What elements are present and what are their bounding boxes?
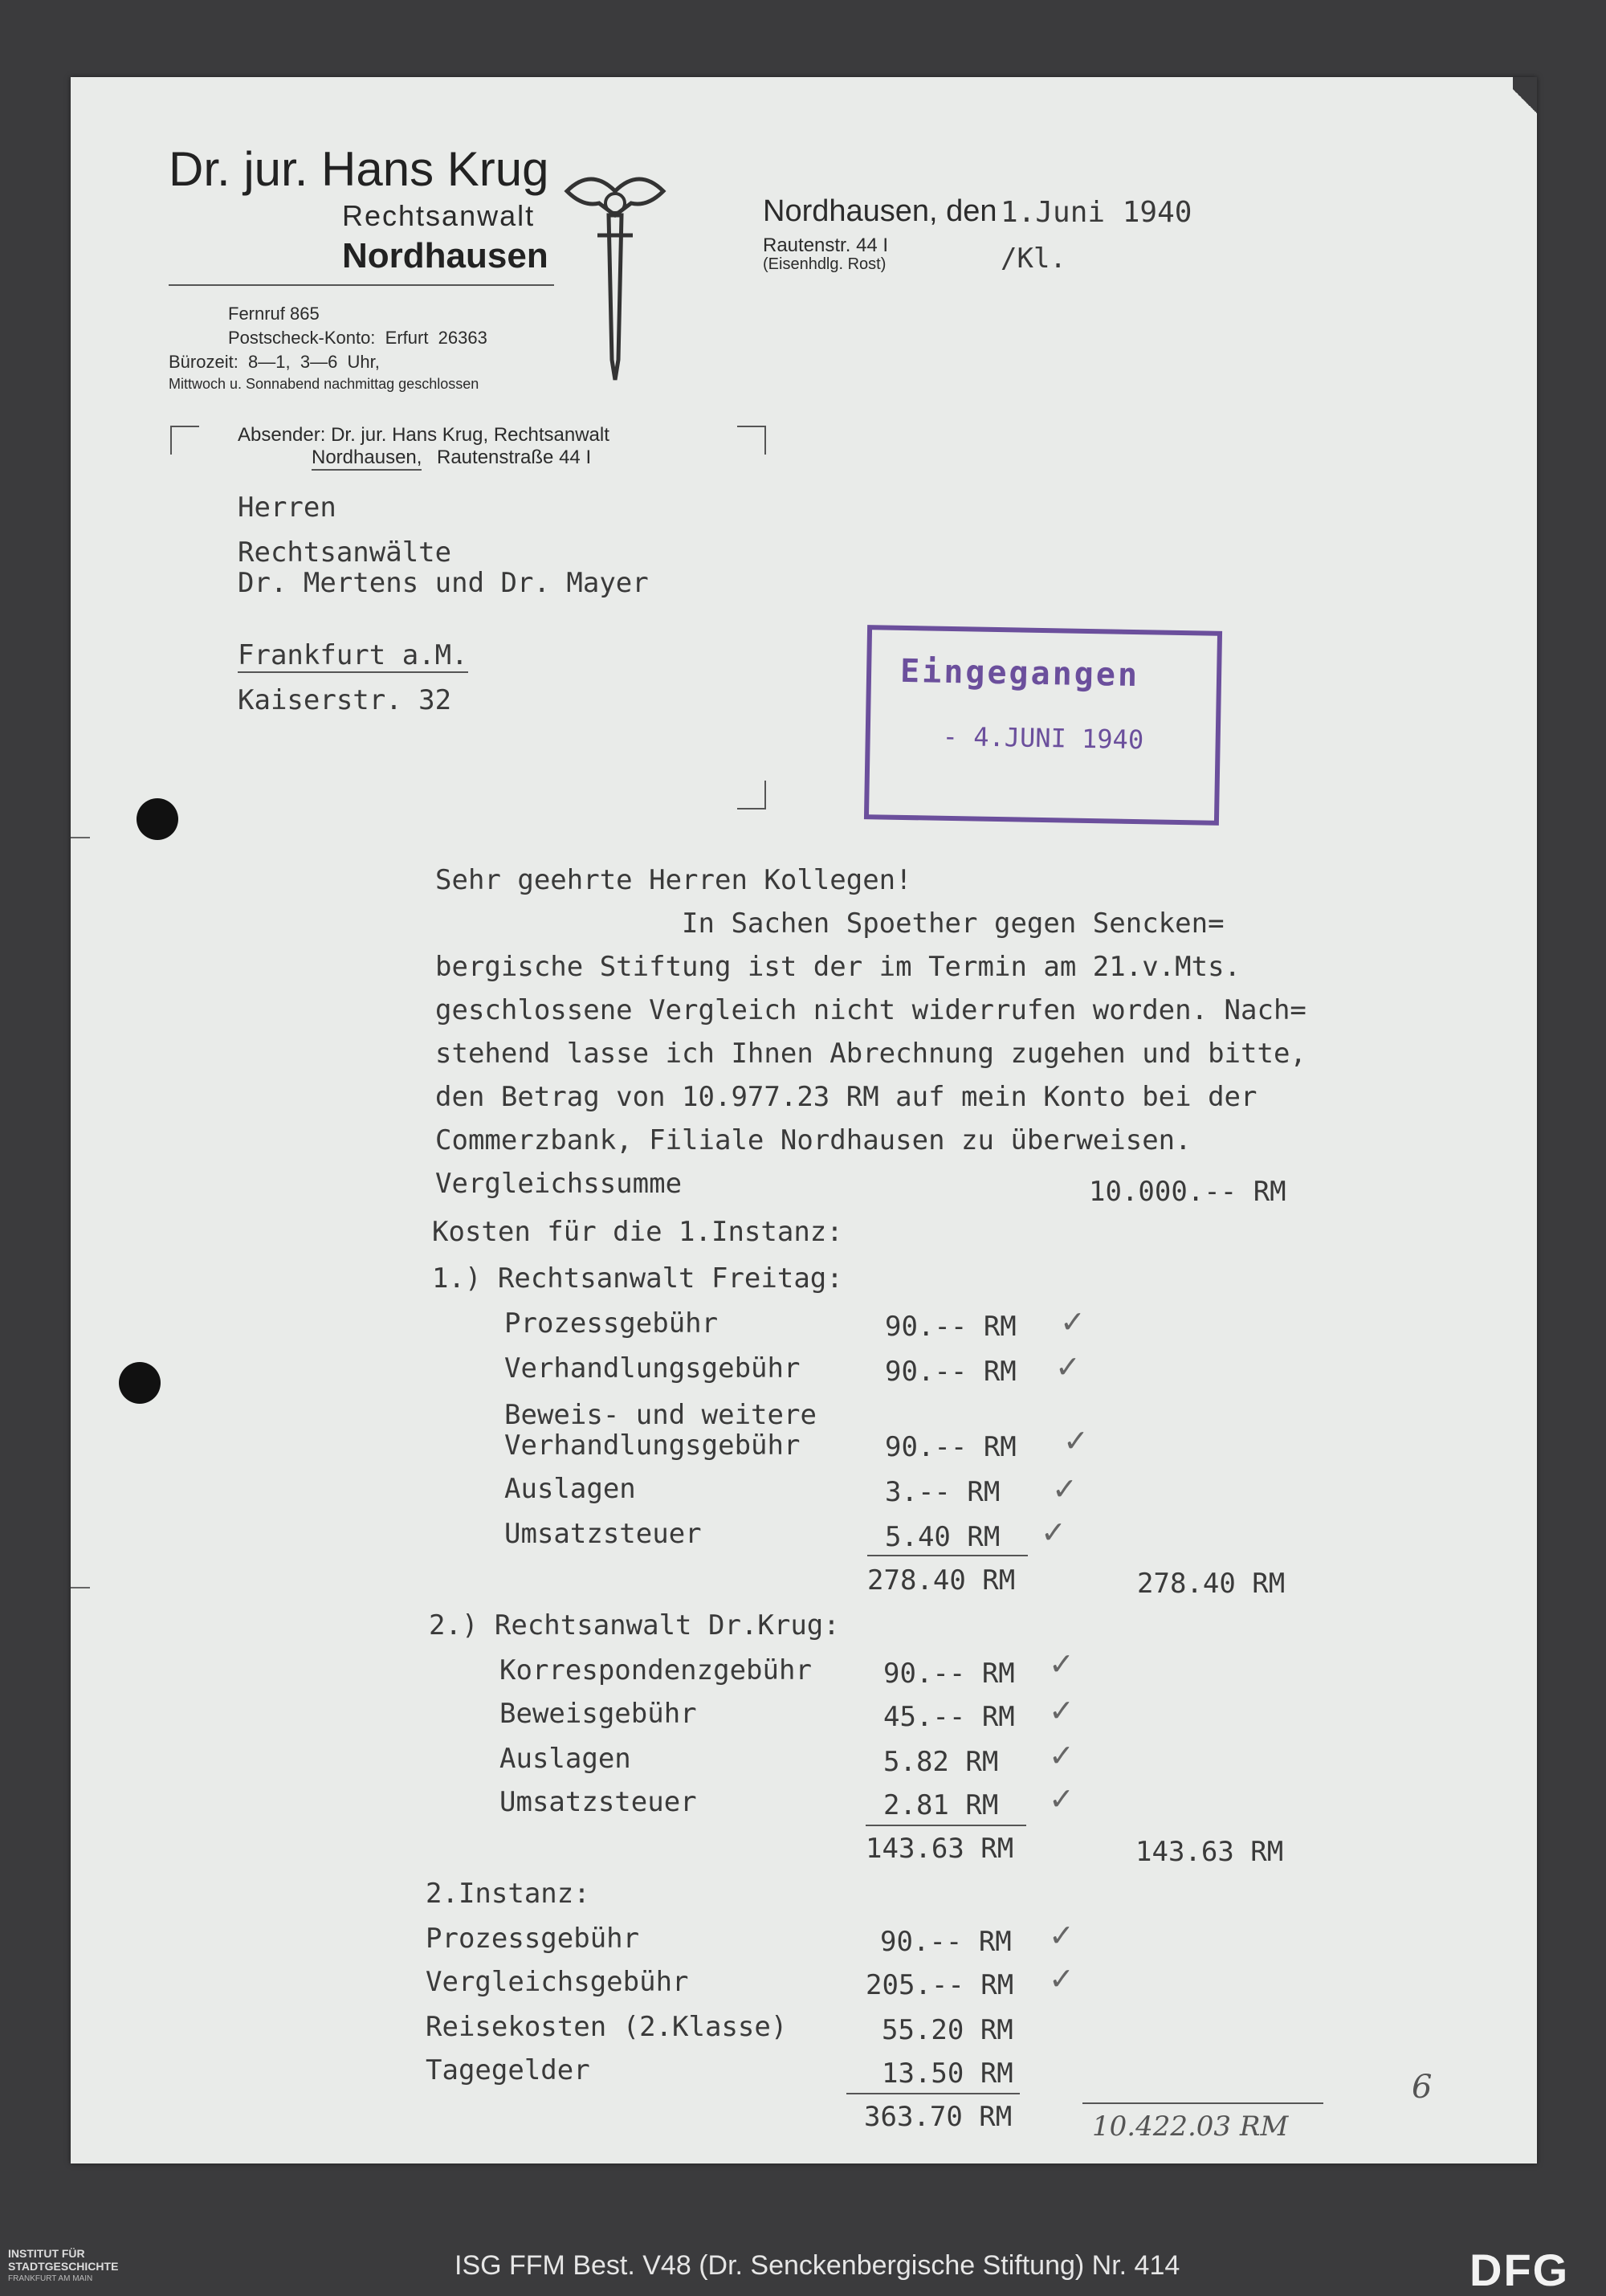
- sec1-item-amount: 90.-- RM: [885, 1356, 1017, 1388]
- recipient-line-1: Herren: [238, 491, 336, 524]
- reference-code: /Kl.: [1001, 243, 1066, 275]
- sec2-item-label: Auslagen: [499, 1743, 631, 1775]
- sec1-item-label: Prozessgebühr: [504, 1307, 719, 1340]
- sec2-item-amount: 45.-- RM: [883, 1701, 1015, 1733]
- letterhead-rule: [169, 284, 554, 286]
- check-mark-icon: ✓: [1049, 1781, 1074, 1817]
- sec1-item-amount: 90.-- RM: [885, 1311, 1017, 1343]
- sender-street: Rautenstraße 44 I: [437, 447, 592, 468]
- salutation: Sehr geehrte Herren Kollegen!: [435, 864, 912, 896]
- check-mark-icon: ✓: [1063, 1423, 1089, 1458]
- check-mark-icon: ✓: [1049, 1961, 1074, 1996]
- body-line-5: den Betrag von 10.977.23 RM auf mein Konto bei der: [435, 1081, 1257, 1113]
- window-corner-br: [737, 781, 766, 810]
- sec1-sum-rule: [867, 1555, 1028, 1556]
- check-mark-icon: ✓: [1049, 1693, 1074, 1728]
- sec1-item-amount: 90.-- RM: [885, 1431, 1017, 1463]
- sec3-item-amount: 205.-- RM: [866, 1969, 1014, 2001]
- costs-header: Kosten für die 1.Instanz:: [432, 1216, 843, 1248]
- body-line-1: In Sachen Spoether gegen Sencken=: [435, 907, 1225, 940]
- sec1-item-label: Auslagen: [504, 1473, 636, 1505]
- letterhead-city: Nordhausen: [342, 236, 548, 275]
- punch-hole-upper: [137, 798, 178, 840]
- sec3-sum-rule: [846, 2093, 1020, 2094]
- letterhead-profession: Rechtsanwalt: [342, 199, 536, 232]
- section-1-title: 1.) Rechtsanwalt Freitag:: [432, 1262, 843, 1295]
- institute-line-3: FRANKFURT AM MAIN: [8, 2274, 93, 2283]
- eagle-emblem-icon: [559, 159, 671, 384]
- sec3-item-amount: 90.-- RM: [880, 1926, 1012, 1958]
- check-mark-icon: ✓: [1052, 1471, 1078, 1507]
- body-line-3: geschlossene Vergleich nicht widerrufen worden. Nach=: [435, 994, 1306, 1026]
- archive-footer: [0, 2241, 1606, 2295]
- section-3-title: 2.Instanz:: [426, 1878, 590, 1910]
- sec1-item-amount: 5.40 RM: [885, 1521, 1001, 1553]
- check-mark-icon: ✓: [1049, 1918, 1074, 1953]
- postscheck-account: Postscheck-Konto: Erfurt 26363: [228, 328, 487, 348]
- sec2-item-label: Umsatzsteuer: [499, 1786, 697, 1818]
- sec2-subtotal: 143.63 RM: [866, 1833, 1014, 1865]
- letterhead-name: Dr. jur. Hans Krug: [169, 142, 549, 196]
- window-corner-tl: [170, 426, 199, 455]
- settlement-label: Vergleichssumme: [435, 1168, 683, 1200]
- sec1-item-label: Umsatzsteuer: [504, 1518, 702, 1550]
- letter-date: 1.Juni 1940: [1001, 196, 1192, 229]
- window-corner-tr: [737, 426, 766, 455]
- dfg-logo: DFG: [1469, 2245, 1570, 2295]
- office-hours: Bürozeit: 8—1, 3—6 Uhr,: [169, 352, 380, 372]
- sec3-item-label: Reisekosten (2.Klasse): [426, 2011, 788, 2043]
- sec1-subtotal: 278.40 RM: [867, 1564, 1016, 1597]
- sec3-item-amount: 13.50 RM: [882, 2057, 1013, 2090]
- section-2-title: 2.) Rechtsanwalt Dr.Krug:: [429, 1609, 840, 1641]
- sender-label: Absender: Dr. jur. Hans Krug, Rechtsanwalt: [238, 424, 609, 446]
- letterhead-street: Rautenstr. 44 I: [763, 234, 889, 256]
- sec1-carry: 278.40 RM: [1137, 1568, 1286, 1600]
- check-mark-icon: ✓: [1049, 1646, 1074, 1682]
- letterhead-street-note: (Eisenhdlg. Rost): [763, 255, 887, 273]
- check-mark-icon: ✓: [1060, 1304, 1086, 1340]
- check-mark-icon: ✓: [1041, 1515, 1066, 1550]
- institute-line-1: INSTITUT FÜR: [8, 2247, 85, 2260]
- recipient-line-3: Dr. Mertens und Dr. Mayer: [238, 567, 649, 599]
- archive-reference: ISG FFM Best. V48 (Dr. Senckenbergische Stiftung) Nr. 414: [454, 2250, 1180, 2281]
- sec3-subtotal: 363.70 RM: [864, 2101, 1013, 2133]
- sec2-item-label: Korrespondenzgebühr: [499, 1654, 812, 1686]
- place-date-prefix: Nordhausen, den: [763, 194, 997, 228]
- sec3-item-amount: 55.20 RM: [882, 2014, 1013, 2046]
- sec2-item-label: Beweisgebühr: [499, 1698, 697, 1730]
- recipient-street: Kaiserstr. 32: [238, 684, 452, 716]
- sender-city: Nordhausen,: [312, 447, 422, 471]
- recipient-line-2: Rechtsanwälte: [238, 536, 452, 569]
- punch-hole-lower: [119, 1362, 161, 1404]
- sec1-item-amount: 3.-- RM: [885, 1476, 1001, 1508]
- sec2-item-amount: 2.81 RM: [883, 1789, 999, 1821]
- body-line-4: stehend lasse ich Ihnen Abrechnung zugehen und bitte,: [435, 1038, 1306, 1070]
- closed-note: Mittwoch u. Sonnabend nachmittag geschlossen: [169, 376, 479, 392]
- institute-line-2: STADTGESCHICHTE: [8, 2260, 119, 2273]
- margin-page-note: 6: [1412, 2069, 1433, 2106]
- letter-page: [71, 77, 1537, 2163]
- sec2-carry: 143.63 RM: [1135, 1836, 1284, 1868]
- body-line-2: bergische Stiftung ist der im Termin am 21.v.Mts.: [435, 951, 1241, 983]
- fold-mark-2: [71, 1587, 90, 1588]
- body-line-6: Commerzbank, Filiale Nordhausen zu überweisen.: [435, 1124, 1192, 1156]
- check-mark-icon: ✓: [1055, 1349, 1081, 1385]
- sec3-item-label: Tagegelder: [426, 2054, 590, 2086]
- settlement-amount: 10.000.-- RM: [1089, 1176, 1286, 1208]
- grand-total-handwritten: 10.422.03 RM: [1092, 2110, 1289, 2143]
- sec3-item-label: Vergleichsgebühr: [426, 1966, 689, 1998]
- sec2-sum-rule: [866, 1825, 1026, 1826]
- check-mark-icon: ✓: [1049, 1738, 1074, 1773]
- sec1-item-label: Verhandlungsgebühr: [504, 1352, 801, 1385]
- sec2-item-amount: 90.-- RM: [883, 1658, 1015, 1690]
- sec1-item-label: Verhandlungsgebühr: [504, 1429, 801, 1462]
- stamp-title: Eingegangen: [899, 652, 1140, 695]
- sec2-item-amount: 5.82 RM: [883, 1746, 999, 1778]
- stamp-date: - 4.JUNI 1940: [942, 720, 1144, 756]
- fold-mark-1: [71, 837, 90, 838]
- phone-number: Fernruf 865: [228, 304, 320, 324]
- sec3-item-label: Prozessgebühr: [426, 1923, 640, 1955]
- sec1-item-label: Beweis- und weitere: [504, 1399, 817, 1431]
- recipient-city: Frankfurt a.M.: [238, 639, 468, 671]
- received-stamp: [864, 625, 1222, 826]
- grand-total-rule: [1082, 2102, 1323, 2104]
